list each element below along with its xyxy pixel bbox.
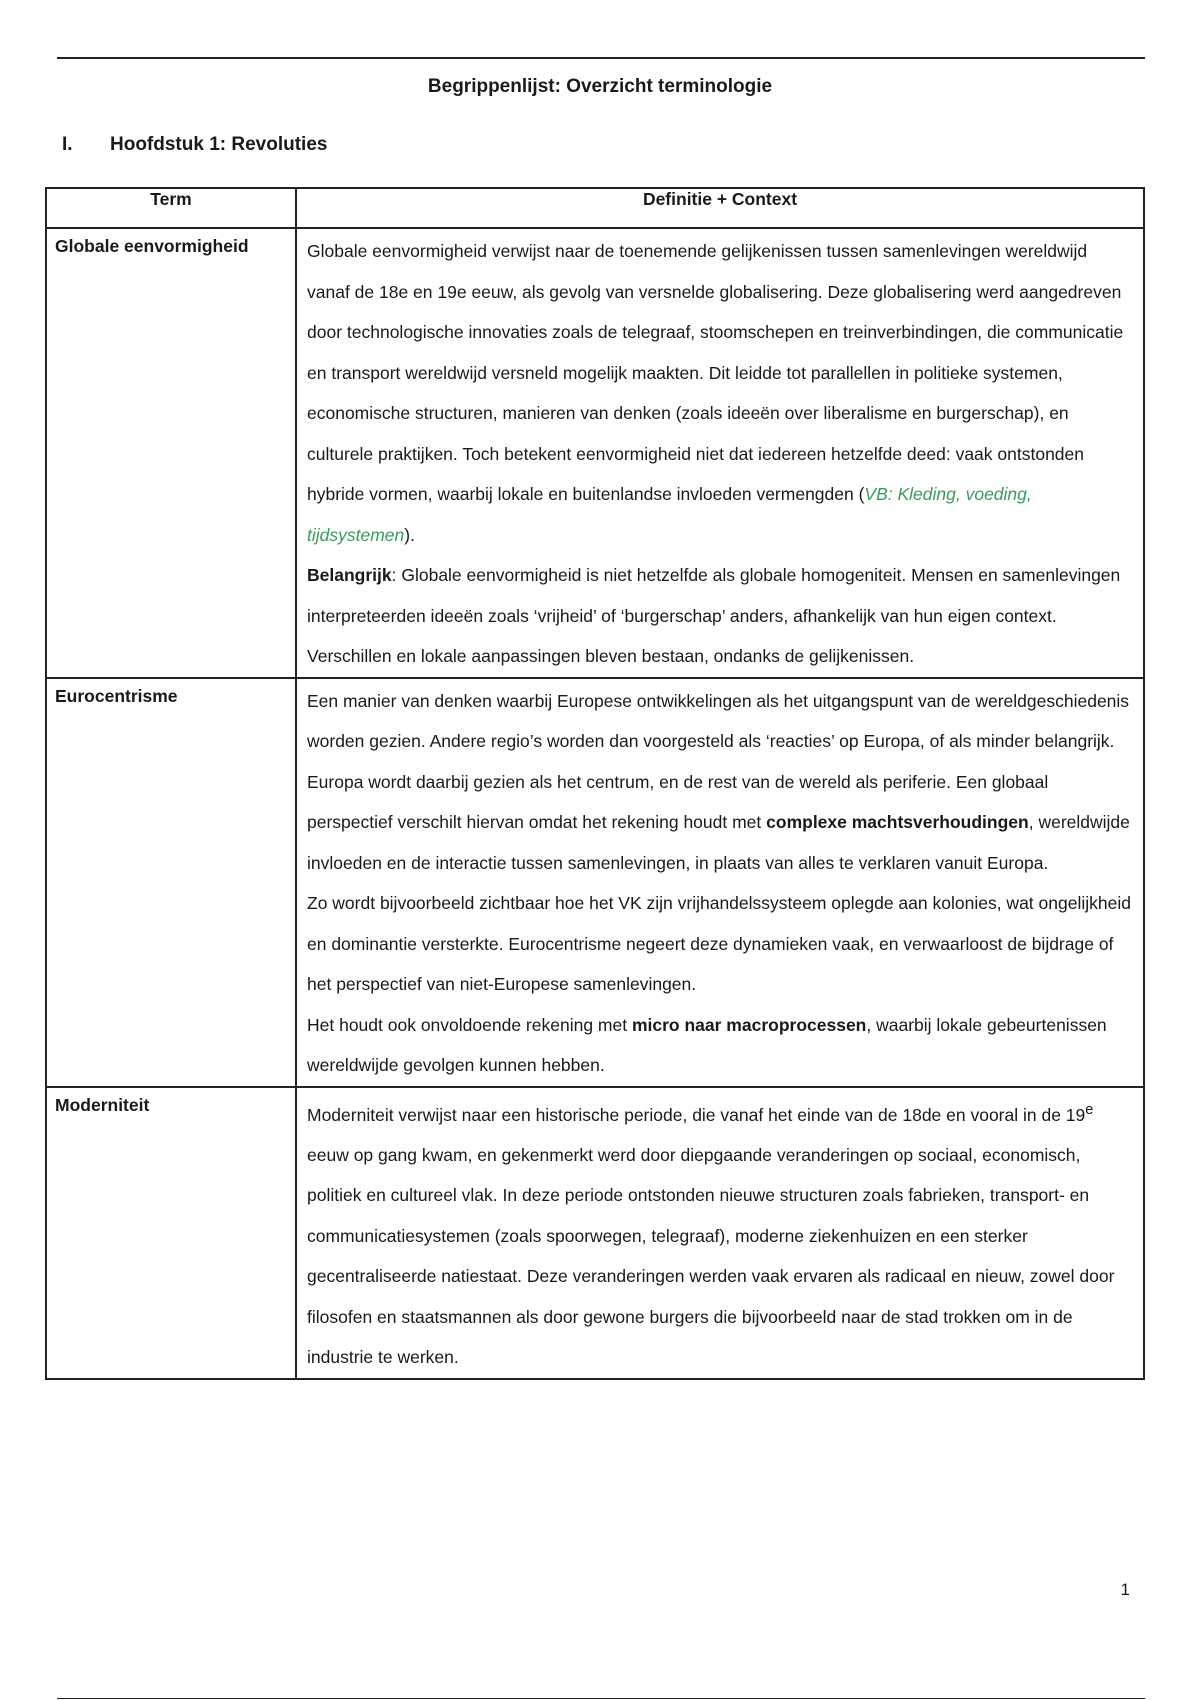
table-row xyxy=(46,228,1144,678)
document-title: Begrippenlijst: Overzicht terminologie xyxy=(427,76,773,97)
definition-paragraph: Een manier van denken waarbij Europese ontwikkelingen als het uitgangspunt van de wereldgeschiedenis worden gezien. Andere regio’s worden dan voorgesteld als ‘reacties’ op Europa, of als minder belangrijk. xyxy=(307,690,1130,751)
page-number: 1 xyxy=(1120,1580,1130,1599)
chapter-title: Hoofdstuk 1: Revoluties xyxy=(110,134,328,155)
terminology-table xyxy=(45,187,1145,1380)
definition-cell xyxy=(296,678,1144,1087)
table-row xyxy=(46,678,1144,1087)
header-rule xyxy=(57,57,1145,59)
definition-paragraph: Moderniteit verwijst naar een historische periode, die vanaf het einde van de 18de en vooral in de 19e eeuw op gang kwam, en gekenmerkt werd door diepgaande veranderingen op sociaal, economisch, politiek en cultureel vlak. In deze periode ontstonden nieuwe structuren zoals fabrieken, transport- en communicatiesystemen (zoals spoorwegen, telegraaf), moderne ziekenhuizen en een sterker gecentraliseerde natiestaat. Deze veranderingen werden vaak ervaren als radicaal en nieuw, zowel door filosofen en staatsmannen als door gewone burgers die bijvoorbeeld naar de stad trokken om in de industrie te werken. xyxy=(307,1101,1115,1368)
definition-cell xyxy=(296,1087,1144,1379)
definition-paragraph: Globale eenvormigheid verwijst naar de toenemende gelijkenissen tussen samenlevingen wereldwijd vanaf de 18e en 19e eeuw, als gevolg van versnelde globalisering. Deze globalisering werd aangedreven door technologische innovaties zoals de telegraaf, stoomschepen en treinverbindingen, die communicatie en transport wereldwijd versneld mogelijk maakten. Dit leidde tot parallellen in politieke systemen, economische structuren, manieren van denken (zoals ideeën over liberalisme en burgerschap), en culturele praktijken. Toch betekent eenvormigheid niet dat iedereen hetzelfde deed: vaak ontstonden hybride vormen, waarbij lokale en buitenlandse invloeden vermengden (VB: Kleding, voeding, tijdsystemen). xyxy=(307,241,1124,545)
emphasis-term: complexe machtsverhoudingen xyxy=(766,812,1029,832)
definition-paragraph: Belangrijk: Globale eenvormigheid is niet hetzelfde als globale homogeniteit. Mensen en samenlevingen interpreteerden ideeën zoals ‘vrijheid’ of ‘burgerschap’ anders, afhankelijk van hun eigen context. Verschillen en lokale aanpassingen bleven bestaan, ondanks de gelijkenissen. xyxy=(307,565,1121,666)
table-header-row xyxy=(46,188,1144,228)
column-header-term: Term xyxy=(46,188,296,228)
footer-rule xyxy=(57,1698,1145,1699)
definition-paragraph: Europa wordt daarbij gezien als het centrum, en de rest van de wereld als periferie. Een globaal perspectief verschilt hiervan omdat het rekening houdt met complexe machtsverhoudingen, wereldwijde invloeden en de interactie tussen samenlevingen, in plaats van alles te verklaren vanuit Europa. xyxy=(307,771,1130,873)
definition-paragraph: Zo wordt bijvoorbeeld zichtbaar hoe het VK zijn vrijhandelssysteem oplegde aan kolonies, wat ongelijkheid en dominantie versterkte. Eurocentrisme negeert deze dynamieken vaak, en verwaarloost de bijdrage of het perspectief van niet-Europese samenlevingen. xyxy=(307,893,1131,994)
chapter-heading xyxy=(62,134,327,156)
emphasis-term: micro naar macroprocessen xyxy=(631,1014,867,1035)
term-cell: Moderniteit xyxy=(46,1087,296,1379)
chapter-number: I. xyxy=(62,134,73,155)
term-cell: Globale eenvormigheid xyxy=(46,228,296,678)
term-cell: Eurocentrisme xyxy=(46,678,296,1087)
superscript: e xyxy=(1085,1101,1094,1118)
table-row xyxy=(46,1087,1144,1379)
definition-cell xyxy=(296,228,1144,678)
emphasis-label: Belangrijk xyxy=(307,565,392,585)
column-header-definition: Definitie + Context xyxy=(296,188,1144,228)
definition-paragraph: Het houdt ook onvoldoende rekening met micro naar macroprocessen, waarbij lokale gebeurtenissen wereldwijde gevolgen kunnen hebben. xyxy=(307,1014,1107,1075)
example-text: VB: Kleding, voeding, tijdsystemen xyxy=(307,484,1032,545)
